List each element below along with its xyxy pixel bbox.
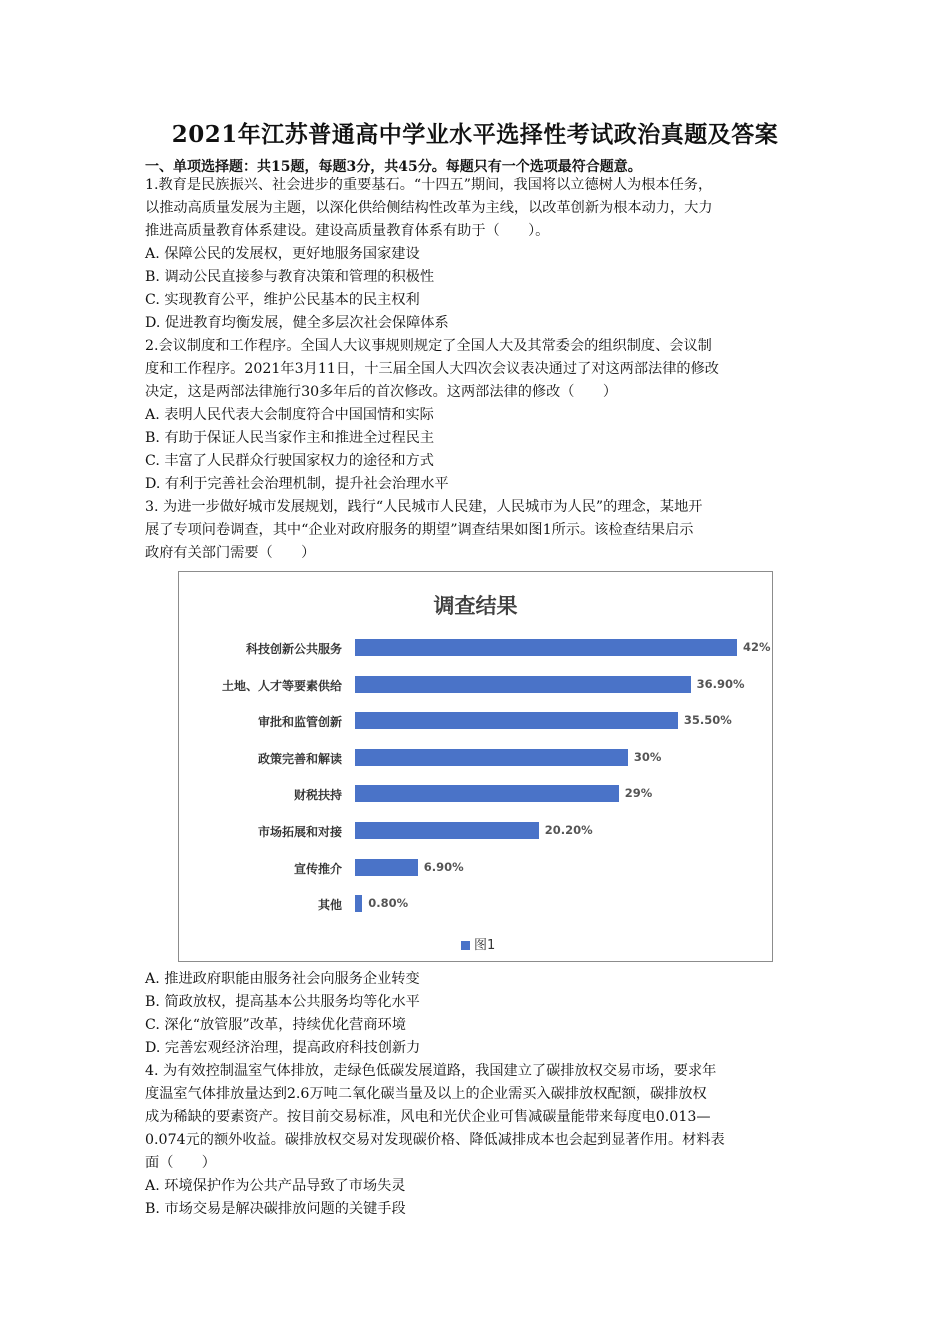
chart-bar: [355, 785, 619, 802]
q3-line-3: 政府有关部门需要（ ）: [145, 545, 316, 561]
chart-bar: [355, 859, 418, 876]
q4-line-1: 4. 为有效控制温室气体排放，走绿色低碳发展道路，我国建立了碳排放权交易市场，要求年: [145, 1063, 717, 1079]
q4-option-a: A. 环境保护作为公共产品导致了市场失灵: [145, 1178, 406, 1194]
chart-value-label: 20.20%: [544, 823, 593, 837]
chart-category-label: 科技创新公共服务: [245, 642, 342, 656]
chart-bar: [355, 895, 362, 912]
q1-line-2: 以推动高质量发展为主题，以深化供给侧结构性改革为主线，以改革创新为根本动力，大力: [145, 200, 713, 216]
q3-line-1: 3. 为进一步做好城市发展规划，践行“人民城市人民建，人民城市为人民”的理念，某地开: [145, 499, 703, 515]
chart-category-label: 宣传推介: [293, 861, 342, 876]
chart-value-label: 29%: [624, 786, 653, 801]
q1-option-c: C. 实现教育公平，维护公民基本的民主权利: [145, 292, 420, 308]
q4-line-4: 0.074元的额外收益。碳排放权交易对发现碳价格、降低减排成本也会起到显著作用。材料表: [145, 1132, 725, 1148]
q1-option-d: D. 促进教育均衡发展，健全多层次社会保障体系: [145, 315, 449, 331]
chart-value-label: 35.50%: [683, 713, 732, 728]
q4-line-5: 面（ ）: [145, 1155, 216, 1171]
chart-value-label: 6.90%: [423, 859, 464, 874]
q3-line-2: 展了专项问卷调查，其中“企业对政府服务的期望”调查结果如图1所示。该检查结果启示: [145, 522, 694, 538]
chart-title: 调查结果: [433, 594, 518, 618]
survey-bar-chart: [178, 571, 773, 962]
q3-option-a: A. 推进政府职能由服务社会向服务企业转变: [145, 971, 420, 987]
q1-line-1: 1.教育是民族振兴、社会进步的重要基石。“十四五”期间，我国将以立德树人为根本任务，: [145, 177, 713, 193]
q1-line-3: 推进高质量教育体系建设。建设高质量教育体系有助于（ ）。: [145, 223, 550, 239]
chart-bar: [355, 639, 737, 656]
q2-line-3: 决定，这是两部法律施行30多年后的首次修改。这两部法律的修改（ ）: [145, 384, 618, 400]
chart-category-label: 政策完善和解读: [257, 751, 342, 766]
q2-option-c: C. 丰富了人民群众行驶国家权力的途径和方式: [145, 453, 434, 469]
chart-category-label: 土地、人才等要素供给: [221, 678, 342, 693]
chart-legend: [461, 934, 495, 953]
q4-option-b: B. 市场交易是解决碳排放问题的关键手段: [145, 1201, 406, 1217]
chart-bar: [355, 822, 539, 839]
chart-value-label: 42%: [743, 640, 771, 654]
chart-bar: [355, 749, 628, 766]
q2-option-a: A. 表明人民代表大会制度符合中国国情和实际: [145, 407, 434, 423]
legend-swatch: [461, 941, 470, 950]
legend-label: 图1: [474, 938, 496, 953]
chart-value-label: 36.90%: [696, 676, 745, 691]
chart-value-label: 0.80%: [368, 896, 409, 911]
q4-line-3: 成为稀缺的要素资产。按目前交易标准，风电和光伏企业可售减碳量能带来每度电0.013—: [145, 1109, 711, 1125]
q4-line-2: 度温室气体排放量达到2.6万吨二氧化碳当量及以上的企业需买入碳排放权配额，碳排放权: [145, 1086, 707, 1102]
q3-option-c: C. 深化“放管服”改革，持续优化营商环境: [145, 1017, 406, 1033]
chart-bar: [355, 712, 678, 729]
q3-option-b: B. 简政放权，提高基本公共服务均等化水平: [145, 994, 420, 1010]
chart-bar: [355, 676, 691, 693]
q2-line-1: 2.会议制度和工作程序。全国人大议事规则规定了全国人大及其常委会的组织制度、会议制: [145, 338, 712, 354]
q2-line-2: 度和工作程序。2021年3月11日，十三届全国人大四次会议表决通过了对这两部法律的修改: [145, 361, 719, 377]
chart-category-label: 其他: [317, 898, 342, 913]
q2-option-d: D. 有利于完善社会治理机制，提升社会治理水平: [145, 476, 449, 492]
q1-option-a: A. 保障公民的发展权，更好地服务国家建设: [145, 246, 420, 262]
q3-option-d: D. 完善宏观经济治理，提高政府科技创新力: [145, 1040, 421, 1056]
chart-value-label: 30%: [633, 749, 662, 764]
document-title: 2021年江苏普通高中学业水平选择性考试政治真题及答案: [171, 121, 779, 148]
q1-option-b: B. 调动公民直接参与教育决策和管理的积极性: [145, 269, 435, 285]
chart-category-label: 审批和监管创新: [257, 715, 342, 730]
q2-option-b: B. 有助于保证人民当家作主和推进全过程民主: [145, 430, 435, 446]
chart-category-label: 市场拓展和对接: [257, 825, 342, 839]
chart-category-label: 财税扶持: [293, 788, 342, 803]
section-heading: 一、单项选择题：共15题，每题3分，共45分。每题只有一个选项最符合题意。: [145, 159, 642, 175]
